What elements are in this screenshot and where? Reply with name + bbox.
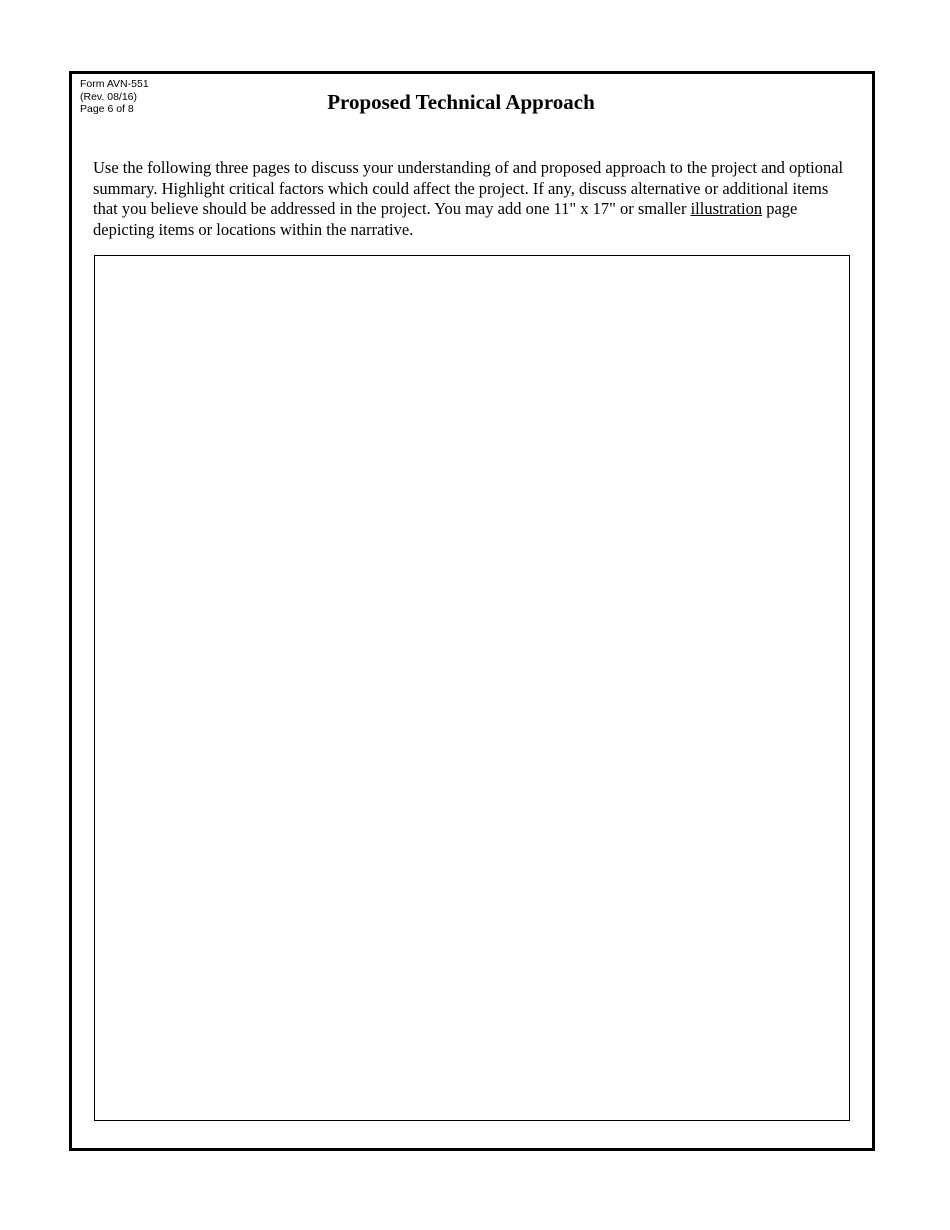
form-revision: (Rev. 08/16) <box>80 90 137 103</box>
form-number: Form AVN-551 <box>80 78 149 90</box>
instructions-underlined-word: illustration <box>690 199 763 218</box>
page-number: Page 6 of 8 <box>80 103 134 115</box>
instructions-part-2: page depicting items or locations within the narrative. <box>93 199 798 239</box>
instructions-part-1: Use the following three pages to discuss your understanding of and proposed approach to the project and optional summary. Highlight critical factors which could affect the project. If any, discuss alternative or additional items that you believe should be addressed in the project. You may add one 11" x 17" or smaller <box>93 158 844 218</box>
instructions-text <box>93 158 853 240</box>
narrative-text-area[interactable] <box>94 255 850 1121</box>
page-title: Proposed Technical Approach <box>327 90 595 114</box>
